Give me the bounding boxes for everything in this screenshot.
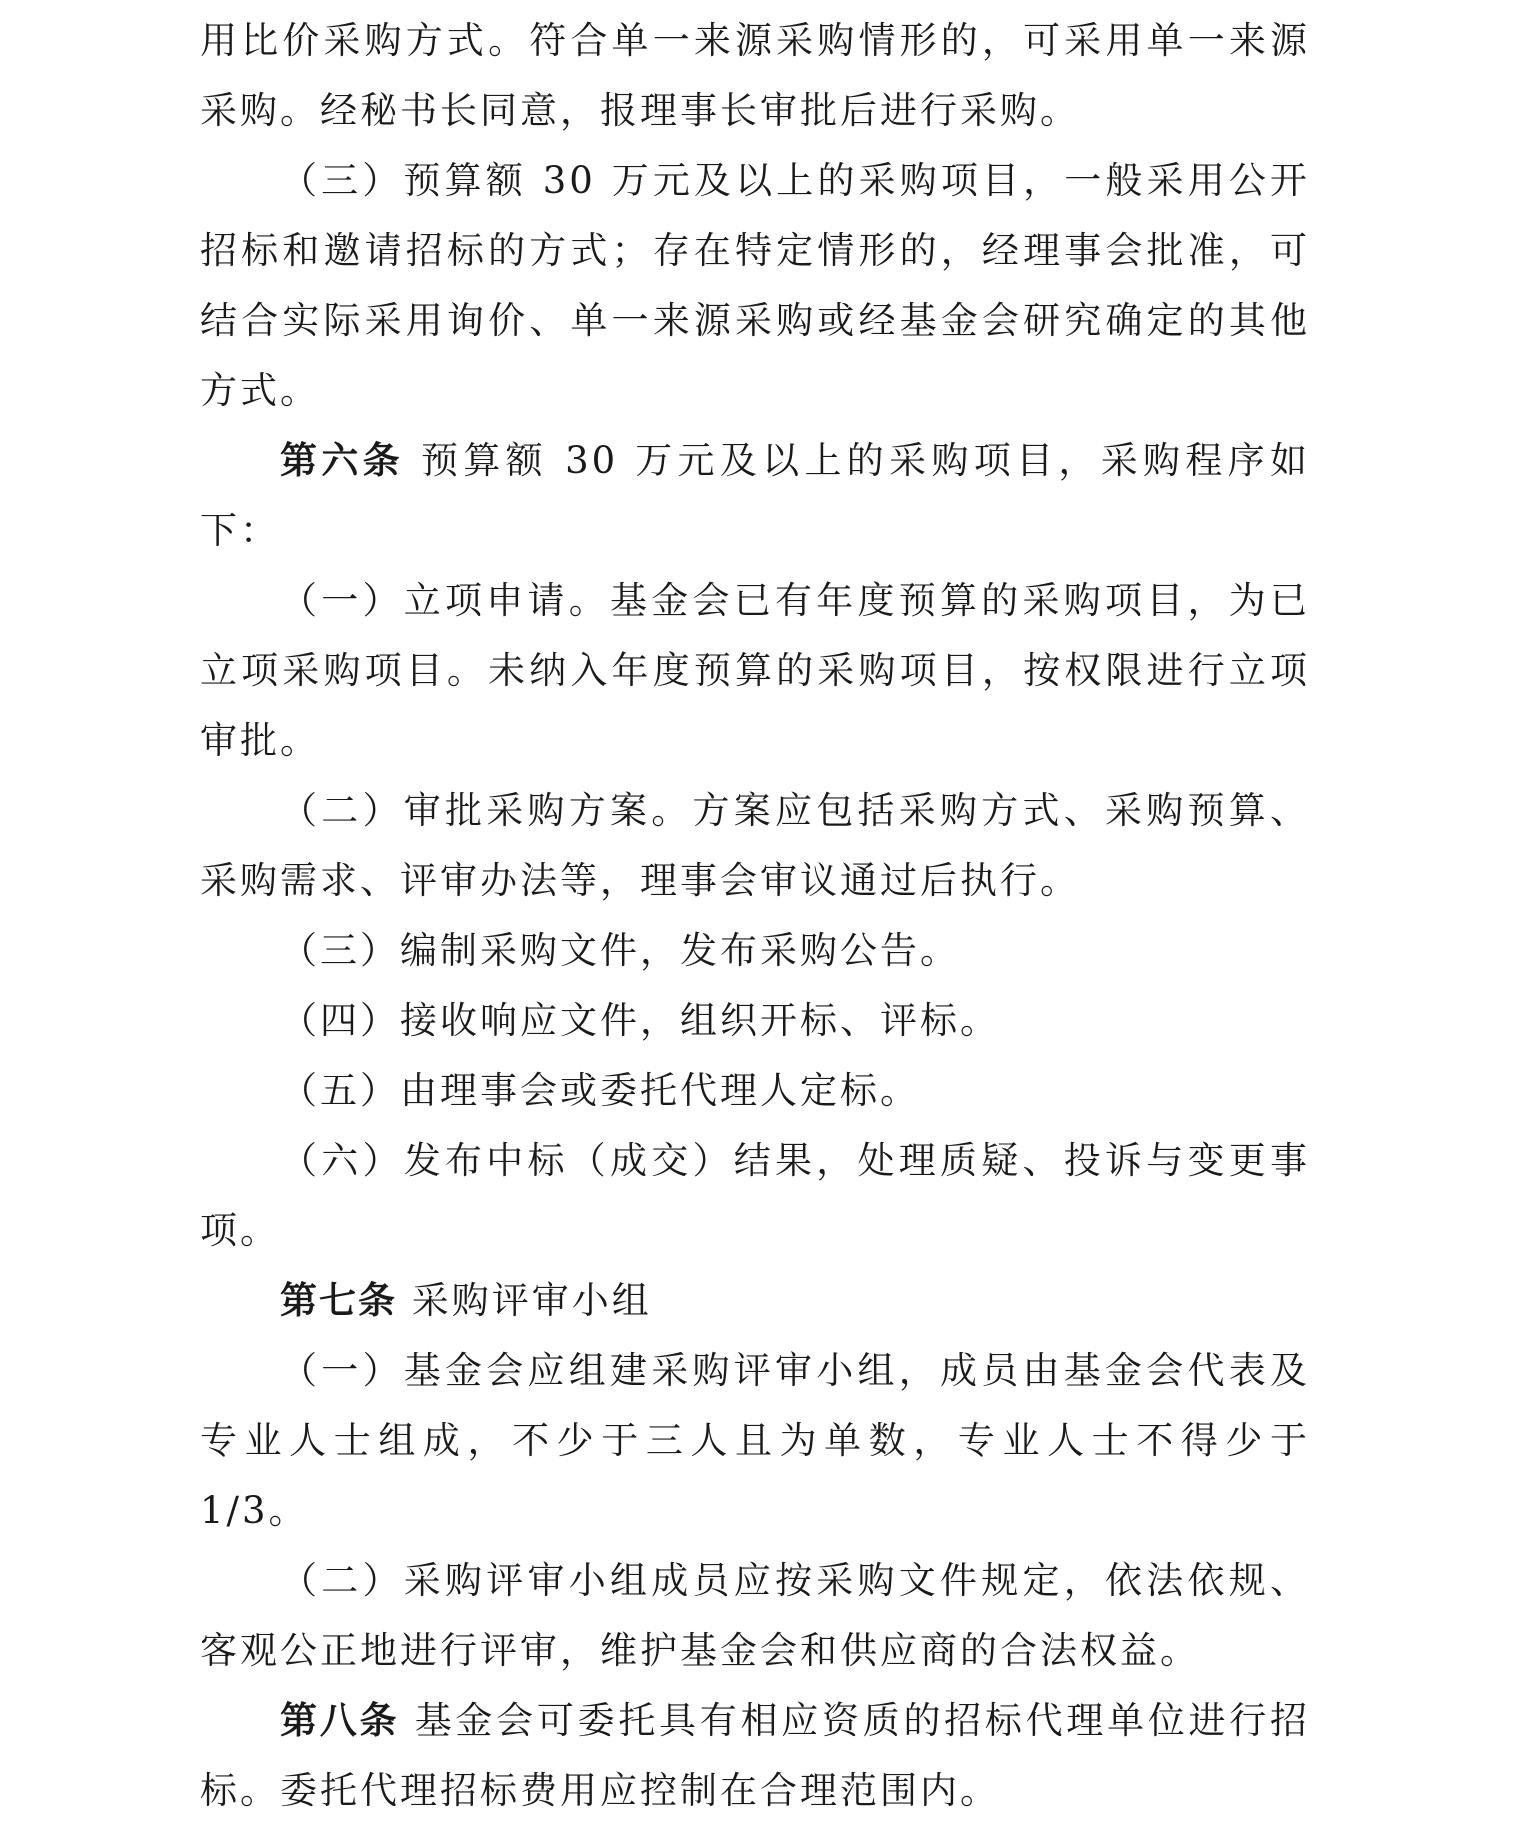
paragraph-text: （二）审批采购方案。方案应包括采购方式、采购预算、采购需求、评审办法等，理事会审议通过后执行。 [200, 789, 1310, 902]
article-label: 第八条 [280, 1699, 400, 1742]
paragraph-text: （六）发布中标（成交）结果，处理质疑、投诉与变更事项。 [200, 1139, 1310, 1252]
paragraph-6 [200, 916, 1310, 986]
paragraph-text: 预算额 30 万元及以上的采购项目，采购程序如下： [200, 439, 1310, 552]
paragraph-12 [200, 1546, 1310, 1686]
paragraph-text: 用比价采购方式。符合单一来源采购情形的，可采用单一来源采购。经秘书长同意，报理事长审批后进行采购。 [200, 19, 1310, 132]
paragraph-text: （五）由理事会或委托代理人定标。 [280, 1069, 920, 1112]
paragraph-text: （三）预算额 30 万元及以上的采购项目，一般采用公开招标和邀请招标的方式；存在特定情形的，经理事会批准，可结合实际采用询价、单一来源采购或经基金会研究确定的其他方式。 [200, 159, 1310, 412]
paragraph-text: （一）基金会应组建采购评审小组，成员由基金会代表及专业人士组成，不少于三人且为单数，专业人士不得少于 1/3。 [200, 1349, 1310, 1532]
paragraph-4 [200, 566, 1310, 776]
paragraph-text: 采购评审小组 [397, 1279, 652, 1322]
paragraph-text: （四）接收响应文件，组织开标、评标。 [280, 999, 1000, 1042]
article-8-heading [200, 1686, 1310, 1826]
paragraph-text: （三）编制采购文件，发布采购公告。 [280, 929, 960, 972]
paragraph-11 [200, 1336, 1310, 1546]
paragraph-text: 基金会可委托具有相应资质的招标代理单位进行招标。委托代理招标费用应控制在合理范围内。 [200, 1699, 1311, 1812]
article-label: 第七条 [280, 1279, 397, 1322]
paragraph-9 [200, 1126, 1310, 1266]
paragraph-1 [200, 6, 1310, 146]
paragraph-text: （二）采购评审小组成员应按采购文件规定，依法依规、客观公正地进行评审，维护基金会和供应商的合法权益。 [200, 1559, 1310, 1672]
paragraph-8 [200, 1056, 1310, 1126]
article-label: 第六条 [280, 439, 404, 482]
article-7-heading [200, 1266, 1310, 1336]
article-6-heading [200, 426, 1310, 566]
paragraph-5 [200, 776, 1310, 916]
document-body [200, 6, 1310, 1826]
paragraph-2 [200, 146, 1310, 426]
paragraph-text: （一）立项申请。基金会已有年度预算的采购项目，为已立项采购项目。未纳入年度预算的采购项目，按权限进行立项审批。 [200, 579, 1310, 762]
paragraph-7 [200, 986, 1310, 1056]
